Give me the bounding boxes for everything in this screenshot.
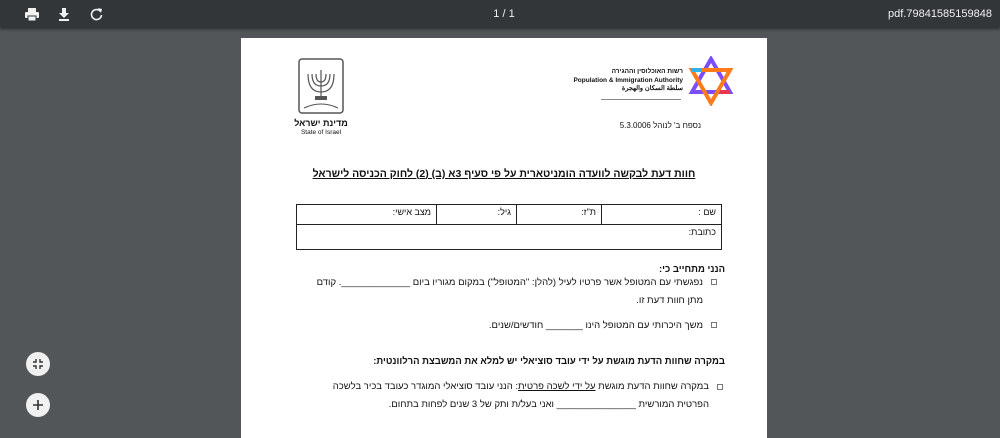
fit-page-button[interactable] [26, 352, 50, 376]
state-name-english: State of Israel [300, 129, 342, 136]
print-icon[interactable] [24, 6, 40, 22]
pdf-toolbar [0, 0, 1000, 28]
divider [601, 99, 681, 100]
name-field: שם : [602, 205, 722, 225]
document-title: חוות דעת לבקשה לוועדה הומניטארית על פי סעיף 3א (ב) (2) לחוק הכניסה לישראל [312, 168, 696, 180]
commitments-heading: הנני מתחייב כי: [658, 264, 725, 275]
marital-status-field: מצב אישי: [297, 205, 437, 225]
social-worker-item-continued: הפרטית המורשית _______________ ואני בעל/ת ותק של 3 שנים לפחות בתחום. [388, 399, 709, 410]
commitment-item-1: נפגשתי עם המטופל אשר פרטיו לעיל (להלן: "המטופל") במקום מגוריו ביום _____________. קודם [316, 277, 703, 288]
social-item-rest: : הנני עובד סוציאלי המוגדר כעובד בכיר בלשכה [332, 381, 519, 392]
id-field: ת"ז: [517, 205, 602, 225]
commitment-item-2: משך היכרותי עם המטופל הינו _______ חודשים/שנים. [488, 320, 703, 331]
checkbox[interactable] [711, 322, 717, 328]
fit-page-icon [33, 359, 43, 369]
download-icon[interactable] [56, 6, 72, 22]
social-worker-heading: במקרה שחוות הדעת מוגשת על ידי עובד סוציאלי יש למלא את המשבצת הרלוונטית: [373, 356, 725, 367]
document-page [241, 38, 767, 438]
authority-name-arabic: سلطة السكان والهجرة [621, 85, 683, 92]
authority-logo-icon [686, 56, 736, 111]
personal-details-table [296, 204, 722, 250]
document-reference: נספח ב' לנוהל 5.3.0006 [619, 121, 701, 130]
social-item-prefix: במקרה שחוות הדעת מוגשת [598, 381, 709, 392]
commitment-item-1-continued: מתן חוות דעת זו. [636, 295, 703, 306]
file-name: pdf.79841585159848 [888, 8, 992, 20]
zoom-in-button[interactable] [26, 393, 50, 417]
authority-name [563, 68, 683, 94]
authority-name-english: Population & Immigration Authority [573, 76, 683, 84]
state-emblem [293, 58, 349, 119]
address-field: כתובת: [297, 225, 722, 250]
state-name-hebrew: מדינת ישראל [294, 118, 348, 128]
social-item-underlined: על ידי לשכה פרטית [518, 381, 596, 392]
age-field: גיל: [437, 205, 517, 225]
authority-name-hebrew: רשות האוכלוסין וההגירה [611, 68, 683, 75]
social-worker-item [281, 378, 709, 396]
rotate-icon[interactable] [88, 6, 104, 22]
checkbox[interactable] [717, 384, 723, 390]
zoom-in-icon [33, 400, 43, 410]
checkbox[interactable] [711, 279, 717, 285]
page-indicator: 1 / 1 [493, 8, 515, 20]
